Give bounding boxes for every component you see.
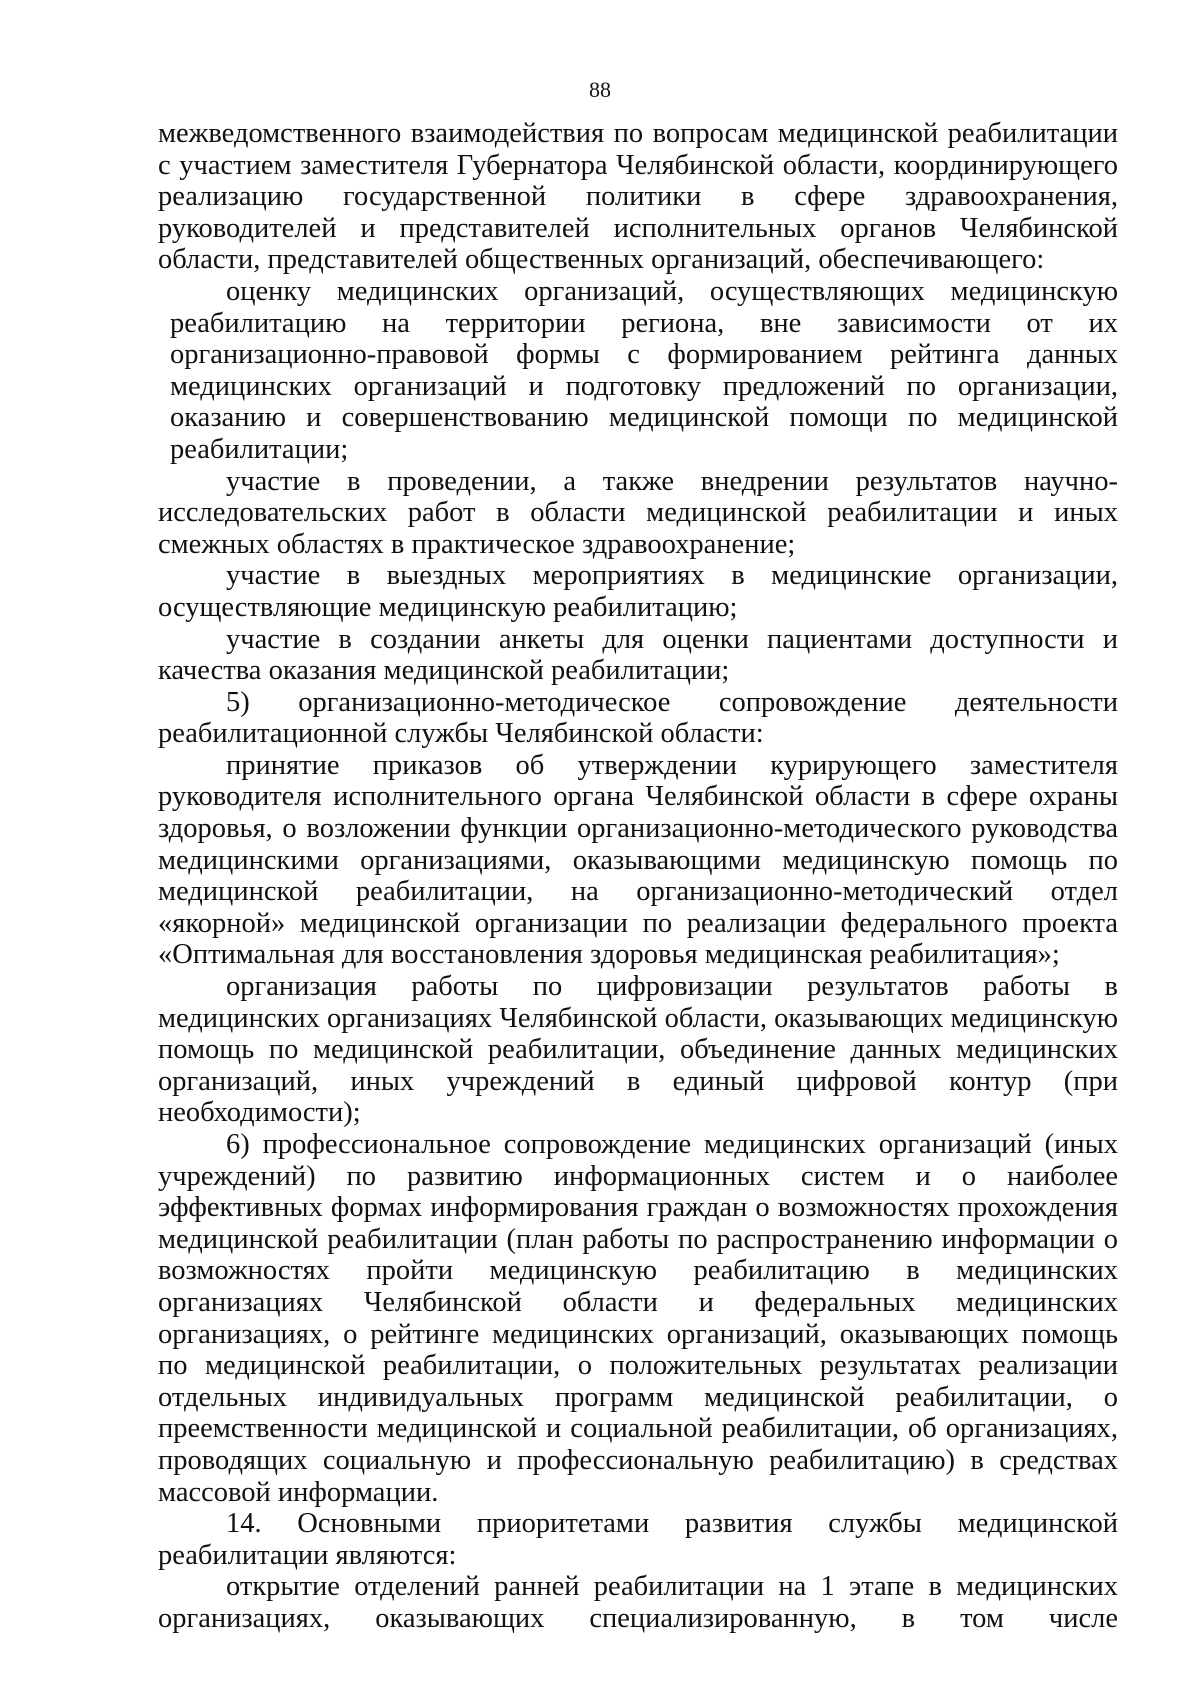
paragraph: межведомственного взаимодействия по вопросам медицинской реабилитации с участием заместителя Губернатора Челябинской области, координирующего реализацию государственной политики в сфере здравоохранения, руководителей и представителей исполнительных органов Челябинской области, представителей общественных организаций, обеспечивающего: bbox=[158, 118, 1118, 276]
page-number: 88 bbox=[589, 77, 611, 102]
paragraph: оценку медицинских организаций, осуществляющих медицинскую реабилитацию на территории региона, вне зависимости от их организационно-правовой формы с формированием рейтинга данных медицинских организаций и подготовку предложений по организации, оказанию и совершенствованию медицинской помощи по медицинской реабилитации; bbox=[170, 275, 1118, 465]
paragraph: 6) профессиональное сопровождение медицинских организаций (иных учреждений) по развитию информационных систем и о наиболее эффективных формах информирования граждан о возможностях прохождения медицинской реабилитации (план работы по распространению информации о возможностях пройти медицинскую реабилитацию в медицинских организациях Челябинской области и федеральных медицинских организациях, о рейтинге медицинских организаций, оказывающих помощь по медицинской реабилитации, о положительных результатах реализации отдельных индивидуальных программ медицинской реабилитации, о преемственности медицинской и социальной реабилитации, об организациях, проводящих социальную и профессиональную реабилитацию) в средствах массовой информации. bbox=[158, 1129, 1118, 1508]
paragraph: 5) организационно-методическое сопровождение деятельности реабилитационной службы Челябинской области: bbox=[158, 686, 1118, 750]
paragraph: принятие приказов об утверждении курирующего заместителя руководителя исполнительного органа Челябинской области в сфере охраны здоровья, о возложении функции организационно-методического руководства медицинскими организациями, оказывающими медицинскую помощь по медицинской реабилитации, на организационно-методический отдел «якорной» медицинской организации по реализации федерального проекта «Оптимальная для восстановления здоровья медицинская реабилитация»; bbox=[158, 749, 1118, 971]
paragraph: участие в создании анкеты для оценки пациентами доступности и качества оказания медицинской реабилитации; bbox=[158, 623, 1118, 687]
paragraph: организация работы по цифровизации результатов работы в медицинских организациях Челябинской области, оказывающих медицинскую помощь по медицинской реабилитации, объединение данных медицинских организаций, иных учреждений в единый цифровой контур (при необходимости); bbox=[158, 971, 1118, 1129]
paragraph: открытие отделений ранней реабилитации на 1 этапе в медицинских организациях, оказывающих специализированную, в том числе bbox=[158, 1571, 1118, 1634]
paragraph: 14. Основными приоритетами развития службы медицинской реабилитации являются: bbox=[158, 1508, 1118, 1571]
paragraph: участие в выездных мероприятиях в медицинские организации, осуществляющие медицинскую реабилитацию; bbox=[158, 560, 1118, 623]
paragraph: участие в проведении, а также внедрении результатов научно-исследовательских работ в области медицинской реабилитации и иных смежных областях в практическое здравоохранение; bbox=[158, 465, 1118, 560]
document-body bbox=[158, 118, 1118, 1635]
